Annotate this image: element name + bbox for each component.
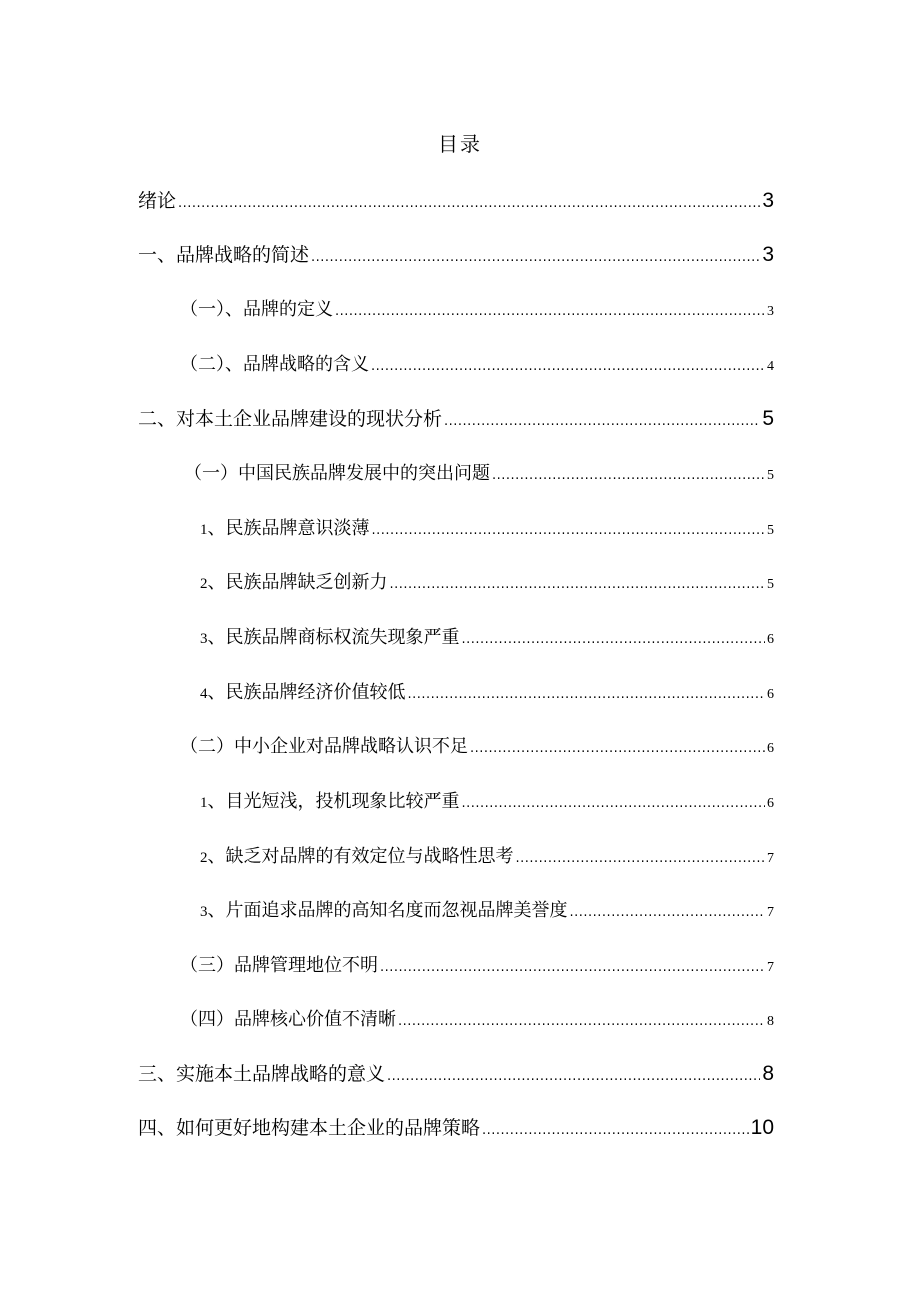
toc-entry-label: 、民族品牌商标权流失现象严重 [207,627,460,648]
toc-entry-text [200,568,388,594]
toc-entry-number: 3 [200,904,208,920]
toc-entry-page: 5 [762,407,774,430]
toc-title: 目录 [438,132,482,156]
toc-entry-page: 4 [767,359,774,374]
toc-entry-page: 7 [767,851,774,866]
toc-entry-text [200,678,406,704]
toc-entry[interactable] [138,186,774,213]
dot-leader [462,796,766,811]
dot-leader [470,741,765,756]
toc-entry-page: 3 [762,189,774,212]
toc-entry[interactable] [180,350,774,376]
dot-leader [444,414,760,429]
toc-entry-label: 一、品牌战略的简述 [138,244,310,266]
toc-entry[interactable] [138,1059,774,1086]
toc-entry-page: 5 [767,577,774,592]
toc-entry-page: 3 [762,243,774,266]
toc-entry-page: 7 [767,905,774,920]
toc-entry-number: 3 [200,631,208,647]
toc-entry-label: （二）中小企业对品牌战略认识不足 [180,736,468,757]
toc-entry-number: 1 [200,522,208,538]
dot-leader [482,1123,749,1138]
toc-entry-page: 6 [767,632,774,647]
toc-entry[interactable] [200,842,774,868]
toc-entry-number: 2 [200,850,208,866]
toc-entry-page: 8 [762,1062,774,1085]
toc-entry-text [200,787,460,813]
toc-entry-label: 、片面追求品牌的高知名度而忽视品牌美誉度 [207,900,568,921]
dot-leader [570,905,766,920]
toc-entry-label: （一）、品牌的定义 [180,299,333,320]
toc-entry[interactable] [184,459,774,485]
toc-entry-label: 二、对本土企业品牌建设的现状分析 [138,408,443,430]
dot-leader [311,250,760,265]
dot-leader [516,851,766,866]
toc-entry-page: 8 [767,1014,774,1029]
toc-entry[interactable] [180,1005,774,1031]
toc-entry[interactable] [200,514,774,540]
toc-entry-page: 6 [767,796,774,811]
toc-entry-label: （一）中国民族品牌发展中的突出问题 [184,463,490,484]
toc-entry-label: （二）、品牌战略的含义 [180,354,369,375]
toc-entry-label: 、民族品牌经济价值较低 [207,682,406,703]
toc-entry[interactable] [200,896,774,922]
toc-entry-label: 、民族品牌缺乏创新力 [207,572,388,593]
toc-entry[interactable] [200,787,774,813]
toc-entry[interactable] [200,568,774,594]
dot-leader [462,632,766,647]
toc-entry[interactable] [138,1113,774,1140]
toc-entry-text [200,623,460,649]
toc-entry-label: 三、实施本土品牌战略的意义 [138,1063,386,1085]
toc-entry-text [200,896,568,922]
toc-entry-label: （四）品牌核心价值不清晰 [180,1009,396,1030]
toc-entry-page: 3 [767,304,774,319]
toc-entry-number: 4 [200,686,208,702]
toc-entry-page: 5 [767,523,774,538]
toc-entry-number: 2 [200,576,208,592]
toc-entry-page: 10 [750,1116,774,1139]
toc-entry[interactable] [180,732,774,758]
toc-entry-number: 1 [200,795,208,811]
dot-leader [335,304,765,319]
toc-entry[interactable] [200,623,774,649]
dot-leader [390,577,766,592]
toc-entry-label: 、缺乏对品牌的有效定位与战略性思考 [207,846,514,867]
toc-entry[interactable] [138,404,774,431]
dot-leader [372,523,766,538]
toc-entry-page: 5 [767,468,774,483]
toc-entry-label: （三）品牌管理地位不明 [180,955,378,976]
toc-entry-page: 7 [767,960,774,975]
toc-entry[interactable] [180,951,774,977]
dot-leader [387,1069,760,1084]
toc-entry[interactable] [180,295,774,321]
dot-leader [371,359,765,374]
toc-entry-page: 6 [767,687,774,702]
dot-leader [408,687,766,702]
toc-entry-label: 、目光短浅，投机现象比较严重 [207,791,460,812]
toc-entry-label: 绪论 [138,190,177,212]
toc-entry-text [200,514,370,540]
toc-entry-page: 6 [767,741,774,756]
dot-leader [380,960,765,975]
dot-leader [178,196,760,211]
toc-entry-text [200,842,514,868]
toc-entry[interactable] [138,240,774,267]
dot-leader [492,468,765,483]
toc-entry-label: 四、如何更好地构建本土企业的品牌策略 [138,1117,481,1139]
dot-leader [398,1014,765,1029]
toc-entry-label: 、民族品牌意识淡薄 [207,518,370,539]
toc-entry[interactable] [200,678,774,704]
